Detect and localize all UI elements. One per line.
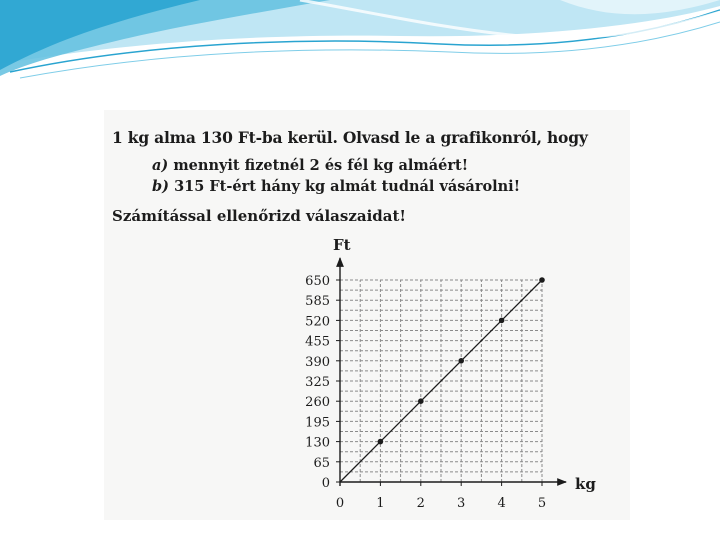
x-axis-label: kg [575,475,596,493]
x-tick-label: 3 [457,496,466,511]
x-tick-label: 1 [376,496,385,511]
y-tick-label: 585 [305,294,330,310]
y-tick-label: 390 [305,354,330,370]
data-point [539,277,545,283]
data-point [378,439,384,445]
y-axis-label: Ft [333,236,351,254]
task-part-a-text: mennyit fizetnél 2 és fél kg almáért! [173,157,469,174]
y-tick-label: 455 [305,334,330,350]
y-tick-label: 65 [313,455,330,471]
price-weight-chart [104,110,630,520]
chart-tick-labels [305,274,546,511]
y-tick-label: 130 [305,435,330,451]
y-tick-label: 0 [321,476,330,491]
data-point [458,358,464,364]
x-tick-label: 2 [416,496,425,511]
task-title: 1 kg alma 130 Ft-ba kerül. Olvasd le a grafikonról, hogy [112,128,588,147]
data-point [499,318,505,324]
data-point [418,398,424,404]
task-part-a-letter: a) [152,157,169,174]
x-tick-label: 4 [497,496,506,511]
task-part-b-letter: b) [152,178,169,195]
x-tick-label: 5 [537,496,547,511]
header-swoosh-decoration [0,0,720,90]
textbook-scan [104,110,630,520]
y-tick-label: 520 [305,314,330,330]
y-tick-label: 650 [305,274,330,289]
x-tick-label: 0 [335,496,345,511]
y-tick-label: 325 [305,375,330,390]
y-tick-label: 260 [305,395,330,411]
y-tick-label: 195 [305,415,330,431]
task-check-instruction: Számítással ellenőrizd válaszaidat! [112,207,406,225]
task-part-b-text: 315 Ft-ért hány kg almát tudnál vásárolni! [174,178,521,195]
